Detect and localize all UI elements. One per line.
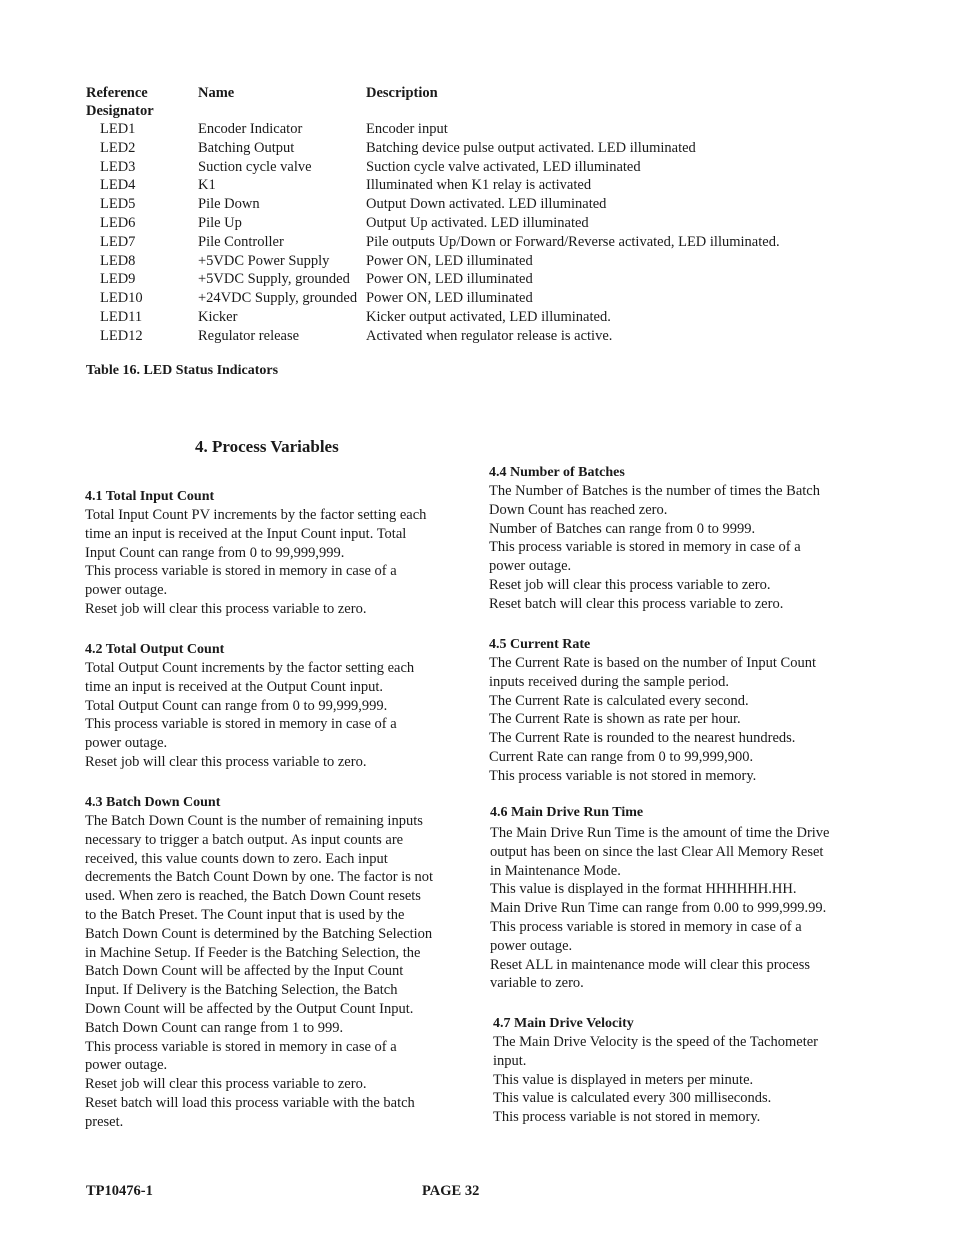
led-description: Batching device pulse output activated. LED illuminated (366, 139, 696, 156)
text-line: power outage. (85, 582, 168, 599)
text-line: The Current Rate is calculated every second. (489, 692, 749, 709)
text-line: The Current Rate is rounded to the nearest hundreds. (489, 730, 796, 747)
text-line: power outage. (85, 1057, 168, 1074)
text-line: The Current Rate is based on the number of Input Count (489, 655, 816, 671)
led-name: Pile Down (198, 196, 260, 213)
text-line: The Number of Batches is the number of times the Batch (489, 483, 820, 499)
text-line: variable to zero. (490, 975, 584, 992)
led-ref-designator: LED2 (100, 139, 136, 156)
text-line: time an input is received at the Output Count input. (85, 678, 384, 695)
led-ref-designator: LED5 (100, 196, 136, 213)
table-header-reference (86, 84, 154, 120)
text-line: necessary to trigger a batch output. As input counts are (85, 831, 404, 848)
text-line: This process variable is stored in memory in case of a (490, 918, 802, 935)
text-line: Reset job will clear this process variable to zero. (489, 576, 771, 593)
section-body (493, 1033, 878, 1127)
led-description: Suction cycle valve activated, LED illuminated (366, 158, 641, 175)
led-description: Power ON, LED illuminated (366, 290, 533, 307)
led-description: Kicker output activated, LED illuminated. (366, 309, 611, 325)
section-4-7 (493, 1015, 878, 1127)
text-line: Reset job will clear this process variable to zero. (85, 1076, 367, 1093)
text-line: time an input is received at the Input Count input. Total (85, 525, 407, 542)
text-line: This process variable is not stored in memory. (493, 1109, 761, 1126)
text-line: power outage. (85, 735, 168, 752)
led-name: Pile Up (198, 215, 242, 231)
led-ref-designator: LED6 (100, 215, 136, 231)
text-line: Main Drive Run Time can range from 0.00 to 999,999.99. (490, 900, 827, 917)
led-ref-designator: LED4 (100, 177, 136, 194)
text-line: power outage. (490, 937, 573, 954)
text-line: received, this value counts down to zero. Each input (85, 850, 388, 867)
text-line: Reset job will clear this process variable to zero. (85, 753, 367, 770)
section-title: 4.1 Total Input Count (85, 489, 215, 504)
section-body (85, 506, 470, 619)
text-line: used. When zero is reached, the Batch Down Count resets (85, 888, 421, 905)
text-line: Total Output Count increments by the factor setting each (85, 660, 415, 676)
text-line: preset. (85, 1113, 124, 1130)
led-ref-designator: LED8 (100, 252, 136, 269)
section-title: 4.6 Main Drive Run Time (490, 805, 644, 820)
led-name: +5VDC Power Supply (198, 252, 330, 269)
header-line: Reference (86, 85, 148, 101)
text-line: Batch Down Count is determined by the Batching Selection (85, 925, 433, 942)
text-line: Reset batch will clear this process variable to zero. (489, 595, 784, 612)
footer-doc-id: TP10476-1 (86, 1183, 153, 1199)
text-line: The Current Rate is shown as rate per hour. (489, 711, 741, 728)
text-line: This process variable is stored in memory in case of a (85, 1038, 397, 1055)
text-line: Reset ALL in maintenance mode will clear this process (490, 956, 810, 973)
text-line: power outage. (489, 558, 572, 575)
text-line: Batch Down Count can range from 1 to 999. (85, 1019, 344, 1036)
led-ref-designator: LED7 (100, 233, 136, 250)
header-line: Designator (86, 103, 154, 119)
text-line: The Main Drive Run Time is the amount of time the Drive (490, 825, 830, 841)
led-description: Output Down activated. LED illuminated (366, 196, 607, 213)
text-line: inputs received during the sample period. (489, 673, 729, 690)
led-description: Power ON, LED illuminated (366, 252, 533, 269)
text-line: Batch Down Count will be affected by the Input Count (85, 963, 404, 980)
section-body (85, 659, 470, 772)
text-line: Current Rate can range from 0 to 99,999,900. (489, 748, 754, 765)
text-line: The Batch Down Count is the number of remaining inputs (85, 813, 423, 829)
led-description: Encoder input (366, 121, 448, 137)
chapter-title: 4. Process Variables (195, 437, 339, 456)
text-line: This value is calculated every 300 milliseconds. (493, 1090, 772, 1107)
led-name: +24VDC Supply, grounded (198, 290, 358, 307)
text-line: in Machine Setup. If Feeder is the Batching Selection, the (85, 944, 421, 961)
led-name: Kicker (198, 309, 238, 325)
led-ref-designator: LED12 (100, 327, 143, 344)
led-description: Output Up activated. LED illuminated (366, 215, 589, 231)
led-description: Power ON, LED illuminated (366, 271, 533, 288)
section-title: 4.5 Current Rate (489, 637, 591, 652)
led-ref-designator: LED3 (100, 158, 136, 175)
led-name: Pile Controller (198, 233, 284, 250)
led-description: Activated when regulator release is active. (366, 327, 613, 344)
led-description: Pile outputs Up/Down or Forward/Reverse activated, LED illuminated. (366, 233, 780, 250)
led-name: Encoder Indicator (198, 121, 303, 137)
text-line: Input Count can range from 0 to 99,999,999. (85, 544, 345, 561)
led-name: Batching Output (198, 139, 295, 156)
section-title: 4.3 Batch Down Count (85, 795, 221, 810)
text-line: The Main Drive Velocity is the speed of the Tachometer (493, 1034, 819, 1050)
text-line: in Maintenance Mode. (490, 862, 621, 879)
text-line: Down Count will be affected by the Output Count Input. (85, 1000, 414, 1017)
section-title: 4.7 Main Drive Velocity (493, 1016, 634, 1031)
led-name: K1 (198, 177, 216, 194)
table-header-description: Description (366, 85, 438, 101)
section-body (489, 654, 874, 786)
section-4-5 (489, 636, 874, 786)
section-4-4 (489, 464, 874, 614)
text-line: This value is displayed in the format HHHHHH.HH. (490, 881, 797, 898)
text-line: This process variable is stored in memory in case of a (85, 716, 397, 733)
table-header-name: Name (198, 85, 235, 101)
section-body (490, 824, 875, 993)
led-description: Illuminated when K1 relay is activated (366, 177, 592, 194)
footer-page-number: PAGE 32 (422, 1183, 480, 1199)
led-name: Suction cycle valve (198, 158, 312, 175)
text-line: decrements the Batch Count Down by one. The factor is not (85, 869, 434, 886)
text-line: to the Batch Preset. The Count input that is used by the (85, 906, 405, 923)
section-4-2 (85, 641, 470, 772)
text-line: output has been on since the last Clear All Memory Reset (490, 843, 824, 860)
led-ref-designator: LED10 (100, 290, 143, 307)
text-line: Reset batch will load this process variable with the batch (85, 1094, 415, 1111)
text-line: This process variable is stored in memory in case of a (489, 539, 801, 556)
section-body (85, 812, 470, 1132)
led-ref-designator: LED11 (100, 309, 143, 325)
text-line: This process variable is stored in memory in case of a (85, 563, 397, 580)
section-4-3 (85, 794, 470, 1132)
text-line: This process variable is not stored in memory. (489, 767, 757, 784)
section-title: 4.2 Total Output Count (85, 642, 225, 657)
led-ref-designator: LED1 (100, 121, 136, 137)
text-line: Total Output Count can range from 0 to 99,999,999. (85, 697, 388, 714)
text-line: Number of Batches can range from 0 to 9999. (489, 520, 756, 537)
section-4-1 (85, 488, 470, 619)
section-4-6 (490, 804, 875, 993)
text-line: input. (493, 1052, 527, 1069)
text-line: Total Input Count PV increments by the factor setting each (85, 507, 427, 523)
section-title: 4.4 Number of Batches (489, 465, 625, 480)
led-name: +5VDC Supply, grounded (198, 271, 350, 288)
text-line: Reset job will clear this process variable to zero. (85, 600, 367, 617)
table-caption: Table 16. LED Status Indicators (86, 363, 279, 378)
led-name: Regulator release (198, 327, 300, 344)
text-line: Down Count has reached zero. (489, 501, 668, 518)
led-ref-designator: LED9 (100, 271, 136, 288)
text-line: Input. If Delivery is the Batching Selection, the Batch (85, 982, 398, 999)
text-line: This value is displayed in meters per minute. (493, 1071, 754, 1088)
section-body (489, 482, 874, 614)
